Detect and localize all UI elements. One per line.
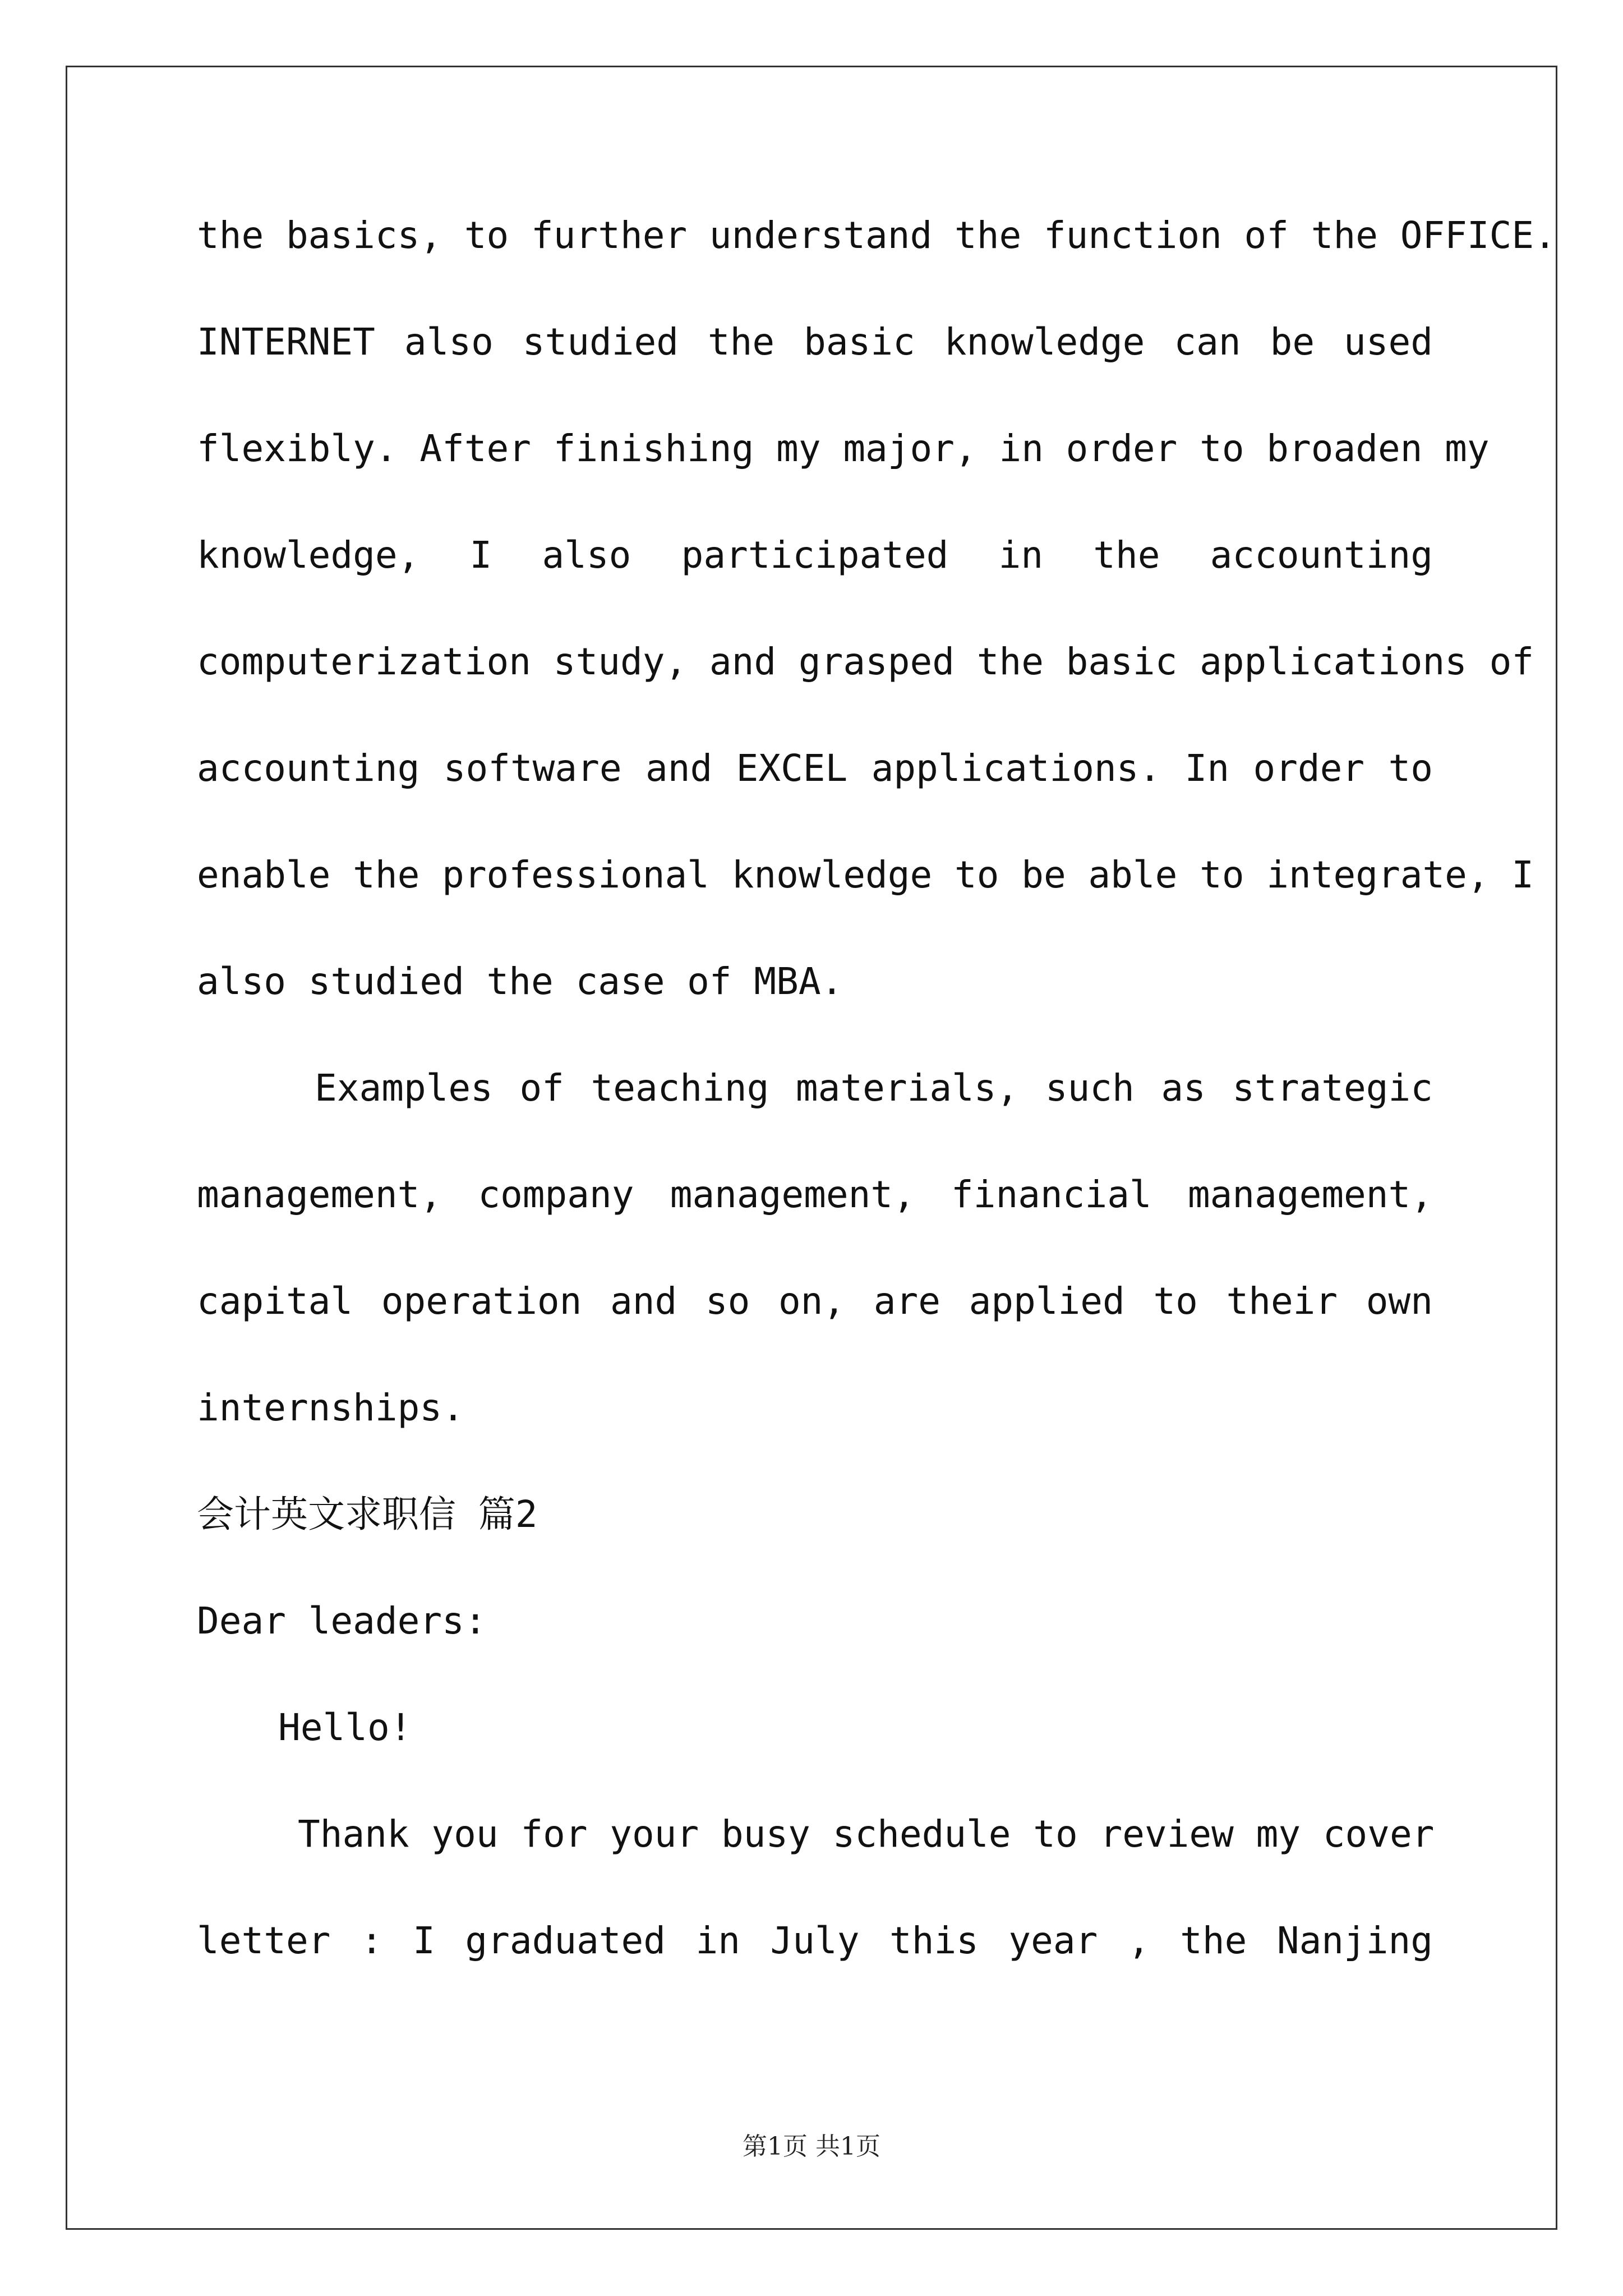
page-border [66,66,1557,2230]
text-line-2: INTERNET also studied the basic knowledge can be used [197,320,1433,364]
text-line-8: also studied the case of MBA. [197,960,843,1003]
paragraph-start-line-2: Thank you for your busy schedule to review my cover [298,1812,1435,1856]
paragraph-start-line: Examples of teaching materials, such as strategic [315,1066,1433,1110]
greeting: Hello! [278,1706,412,1749]
text-line-7: enable the professional knowledge to be able to integrate, I [197,853,1534,896]
text-line-11: capital operation and so on, are applied to their own [197,1280,1433,1323]
salutation: Dear leaders: [197,1599,487,1642]
text-line-6: accounting software and EXCEL applications. In order to [197,747,1433,790]
page-footer: 第1页 共1页 [743,2132,880,2161]
text-line-5: computerization study, and grasped the basic applications of [197,640,1534,683]
text-line-4: knowledge, I also participated in the accounting [197,533,1433,577]
text-line-10: management, company management, financial management, [197,1173,1433,1216]
text-line-12: internships. [197,1386,464,1429]
text-line-17: letter : I graduated in July this year , the Nanjing [197,1919,1433,1962]
section-heading: 会计英文求职信 篇2 [197,1493,538,1536]
text-line-1: the basics, to further understand the function of the OFFICE. [197,214,1556,257]
text-line-3: flexibly. After finishing my major, in order to broaden my [197,427,1490,470]
